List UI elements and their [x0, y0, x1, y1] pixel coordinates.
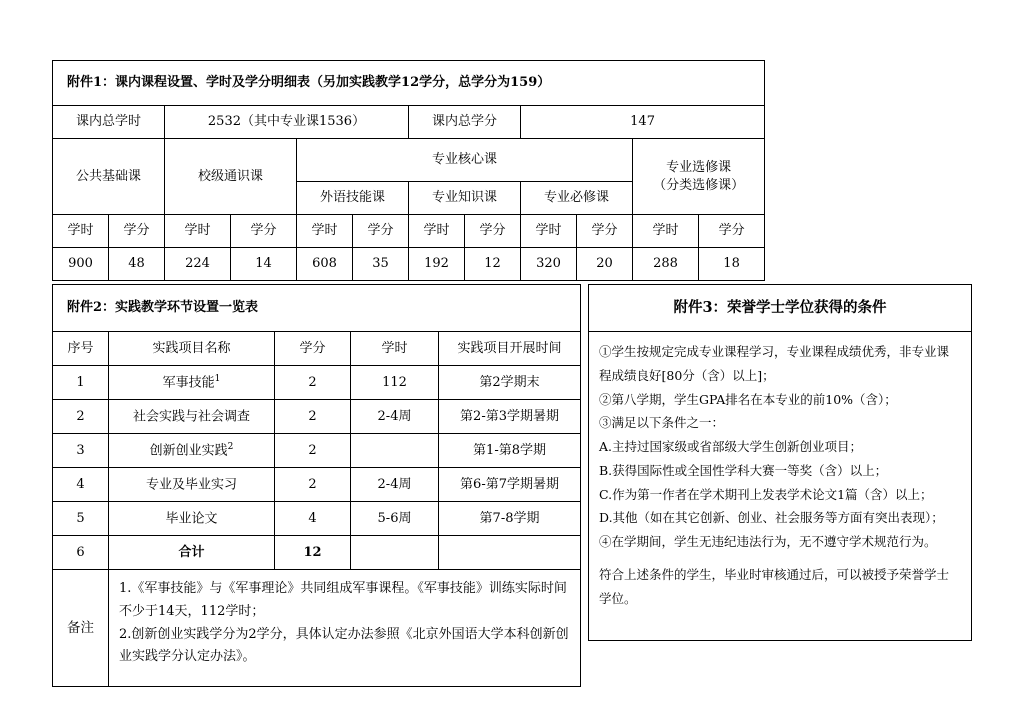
row-time: 第6-第7学期暑期: [439, 468, 581, 502]
attachment-3-table-wrapper: [588, 284, 972, 641]
row-time: [439, 536, 581, 570]
row-time: 第2学期末: [439, 366, 581, 400]
table-row: [53, 400, 581, 434]
row-no: 6: [53, 536, 109, 570]
row-name: [109, 468, 275, 502]
condition-sub-item: D.其他（如在其它创新、创业、社会服务等方面有突出表现）；: [599, 510, 944, 526]
row-no: 4: [53, 468, 109, 502]
remark-label: 备注: [53, 570, 109, 687]
row-name-text: 创新创业实践: [149, 443, 228, 459]
condition-item: ③满足以下条件之一：: [599, 415, 725, 431]
value-cell: 224: [165, 248, 231, 281]
core-sub-foreign-language: 外语技能课: [297, 182, 409, 215]
remark-line-1: 1.《军事技能》与《军事理论》共同组成军事课程。《军事技能》训练实际时间不少于14天，112学时；: [119, 581, 567, 619]
row-credits-total: 12: [275, 536, 351, 570]
remark-line-2: 2.创新创业实践学分为2学分，具体认定办法参照《北京外国语大学本科创新创业实践学分认定办法》。: [119, 626, 569, 665]
total-hours-value: 2532（其中专业课1536）: [165, 106, 409, 139]
column-header-hours: 学时: [351, 332, 439, 366]
table-row-total: [53, 536, 581, 570]
attachment-3-body: [589, 332, 972, 641]
remark-row: [53, 570, 581, 687]
row-credits: 4: [275, 502, 351, 536]
row-name-text: 专业及毕业实习: [145, 477, 237, 493]
condition-conclusion: 符合上述条件的学生，毕业时审核通过后，可以被授予荣誉学士学位。: [599, 566, 950, 606]
table-row: [53, 434, 581, 468]
total-credits-label: 课内总学分: [409, 106, 521, 139]
subheader-hours: 学时: [53, 215, 109, 248]
row-name-text: 毕业论文: [165, 511, 218, 527]
row-hours: 2-4周: [351, 468, 439, 502]
value-cell: 192: [409, 248, 465, 281]
row-no: 2: [53, 400, 109, 434]
attachment-1-title: 附件1：课内课程设置、学时及学分明细表（另加实践教学12学分，总学分为159）: [53, 61, 765, 106]
row-name-text: 社会实践与社会调查: [132, 409, 250, 425]
row-hours: 112: [351, 366, 439, 400]
row-hours: 2-4周: [351, 400, 439, 434]
column-header-name: 实践项目名称: [109, 332, 275, 366]
attachment-2-title: 附件2：实践教学环节设置一览表: [53, 285, 581, 332]
subheader-hours: 学时: [409, 215, 465, 248]
row-name: [109, 434, 275, 468]
row-hours: [351, 434, 439, 468]
condition-sub-item: B.获得国际性或全国性学科大赛一等奖（含）以上；: [599, 462, 888, 478]
subheader-hours: 学时: [633, 215, 699, 248]
condition-item: ①学生按规定完成专业课程学习，专业课程成绩优秀，非专业课程成绩良好[80分（含）以上]；: [599, 344, 950, 383]
value-cell: 608: [297, 248, 353, 281]
condition-item: ②第八学期，学生GPA排名在本专业的前10%（含）；: [599, 391, 897, 407]
column-header-no: 序号: [53, 332, 109, 366]
value-cell: 48: [109, 248, 165, 281]
row-name: [109, 502, 275, 536]
row-time: 第2-第3学期暑期: [439, 400, 581, 434]
row-name-superscript: 2: [227, 442, 234, 453]
table-row: [53, 468, 581, 502]
row-no: 5: [53, 502, 109, 536]
attachment-3-title: 附件3：荣誉学士学位获得的条件: [589, 285, 972, 332]
attachment-1-table-wrapper: [52, 60, 765, 281]
row-hours: 5-6周: [351, 502, 439, 536]
total-credits-value: 147: [521, 106, 765, 139]
row-credits: 2: [275, 400, 351, 434]
value-cell: 35: [353, 248, 409, 281]
core-sub-major-required: 专业必修课: [521, 182, 633, 215]
total-hours-label: 课内总学时: [53, 106, 165, 139]
value-cell: 900: [53, 248, 109, 281]
subheader-credits: 学分: [465, 215, 521, 248]
table-row: [53, 502, 581, 536]
value-cell: 12: [465, 248, 521, 281]
row-credits: 2: [275, 366, 351, 400]
value-cell: 288: [633, 248, 699, 281]
subheader-credits: 学分: [231, 215, 297, 248]
condition-item: ④在学期间，学生无违纪违法行为，无不遵守学术规范行为。: [599, 534, 937, 549]
row-name-text: 军事技能: [162, 375, 215, 391]
subheader-hours: 学时: [521, 215, 577, 248]
group-school-general: 校级通识课: [165, 139, 297, 215]
group-public-basic: 公共基础课: [53, 139, 165, 215]
core-sub-major-knowledge: 专业知识课: [409, 182, 521, 215]
row-credits: 2: [275, 468, 351, 502]
column-header-credits: 学分: [275, 332, 351, 366]
table-row: [53, 366, 581, 400]
attachment-2-table-wrapper: [52, 284, 581, 687]
subheader-credits: 学分: [109, 215, 165, 248]
column-header-time: 实践项目开展时间: [439, 332, 581, 366]
group-major-elective-line1: 专业选修课: [666, 159, 732, 175]
subheader-credits: 学分: [699, 215, 765, 248]
group-major-elective: [633, 139, 765, 215]
row-time: 第1-第8学期: [439, 434, 581, 468]
condition-sub-item: C.作为第一作者在学术期刊上发表学术论文1篇（含）以上；: [599, 486, 933, 502]
value-cell: 320: [521, 248, 577, 281]
value-cell: 20: [577, 248, 633, 281]
row-name: [109, 366, 275, 400]
row-no: 3: [53, 434, 109, 468]
attachment-3-table: [588, 284, 972, 641]
subheader-hours: 学时: [297, 215, 353, 248]
subheader-credits: 学分: [353, 215, 409, 248]
row-time: 第7-8学期: [439, 502, 581, 536]
value-cell: 18: [699, 248, 765, 281]
subheader-credits: 学分: [577, 215, 633, 248]
row-no: 1: [53, 366, 109, 400]
row-hours: [351, 536, 439, 570]
remark-body: [109, 570, 581, 687]
group-major-core: 专业核心课: [297, 139, 633, 182]
row-name-total: 合计: [109, 536, 275, 570]
value-cell: 14: [231, 248, 297, 281]
attachment-1-table: [52, 60, 765, 281]
condition-sub-item: A.主持过国家级或省部级大学生创新创业项目；: [599, 439, 863, 454]
subheader-hours: 学时: [165, 215, 231, 248]
row-name-superscript: 1: [214, 374, 221, 385]
group-major-elective-line2: （分类选修课）: [653, 177, 745, 193]
row-credits: 2: [275, 434, 351, 468]
row-name: [109, 400, 275, 434]
attachment-2-table: [52, 284, 581, 687]
